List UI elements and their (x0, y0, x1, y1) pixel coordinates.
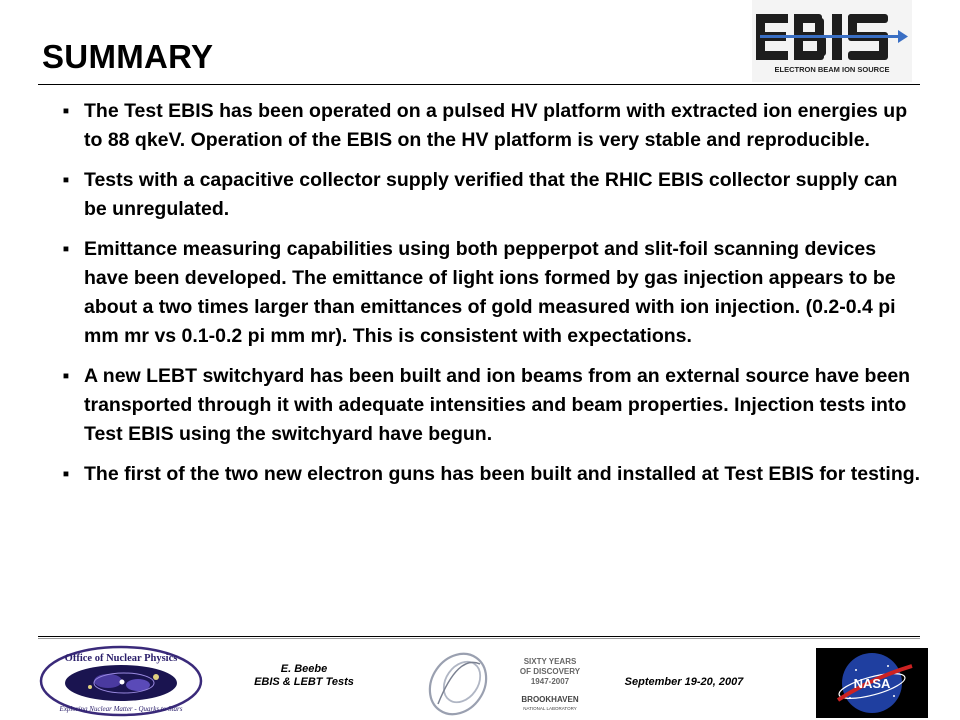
footer-divider (38, 636, 920, 637)
nasa-logo-text: NASA (853, 676, 891, 691)
bullet-item (54, 166, 924, 224)
header-divider (38, 84, 920, 85)
bullet-marker-icon: ▪ (62, 238, 70, 260)
ebis-logo (752, 0, 912, 82)
bullet-item (54, 235, 924, 351)
bullet-list (54, 97, 924, 500)
bullet-item (54, 362, 924, 449)
bullet-text: Emittance measuring capabilities using both pepperpot and slit-foil scanning devices have been developed. The emittance of light ions formed by gas injection appears to be about a two times larger than emittances of gold measured with ion injection. (0.2-0.4 pi mm mr vs 0.1-0.2 pi mm mr). This is consistent with expectations. (84, 238, 896, 347)
bnl-logo-line2: OF DISCOVERY (519, 667, 581, 676)
bnl-logo-line3: 1947-2007 (530, 677, 570, 686)
footer-event: EBIS & LEBT Tests (254, 676, 354, 688)
footer-date: September 19-20, 2007 (624, 676, 744, 688)
bullet-text: Tests with a capacitive collector supply verified that the RHIC EBIS collector supply can be unregulated. (84, 169, 898, 220)
onp-logo-top-text: Office of Nuclear Physics (64, 653, 178, 664)
bnl-logo-line5: NATIONAL LABORATORY (523, 706, 577, 711)
footer-author: E. Beebe (280, 663, 328, 675)
ebis-logo-caption: ELECTRON BEAM ION SOURCE (774, 65, 890, 74)
slide-title: SUMMARY (42, 38, 214, 75)
bullet-text: A new LEBT switchyard has been built and ion beams from an external source have been transported through it with adequate intensities and beam properties. Injection tests into Test EBIS using the switchyard have begun. (84, 365, 911, 445)
bullet-item (54, 97, 924, 155)
office-of-nuclear-physics-logo (38, 645, 204, 717)
footer-divider-shadow (38, 638, 920, 639)
bullet-text: The Test EBIS has been operated on a pulsed HV platform with extracted ion energies up to 88 qkeV. Operation of the EBIS on the HV platform is very stable and reproducible. (84, 100, 908, 151)
bullet-marker-icon: ▪ (62, 463, 70, 485)
bnl-logo-line1: SIXTY YEARS (523, 657, 577, 666)
bullet-text: The first of the two new electron guns has been built and installed at Test EBIS for testing. (84, 463, 921, 485)
brookhaven-sixty-years-logo (418, 644, 598, 720)
bullet-item (54, 460, 924, 489)
bullet-marker-icon: ▪ (62, 365, 70, 387)
bullet-marker-icon: ▪ (62, 169, 70, 191)
bullet-marker-icon: ▪ (62, 100, 70, 122)
bnl-logo-line4: BROOKHAVEN (521, 695, 579, 704)
nasa-logo (816, 648, 928, 718)
onp-logo-bottom-text: Exploring Nuclear Matter - Quarks to Stars (59, 705, 183, 713)
